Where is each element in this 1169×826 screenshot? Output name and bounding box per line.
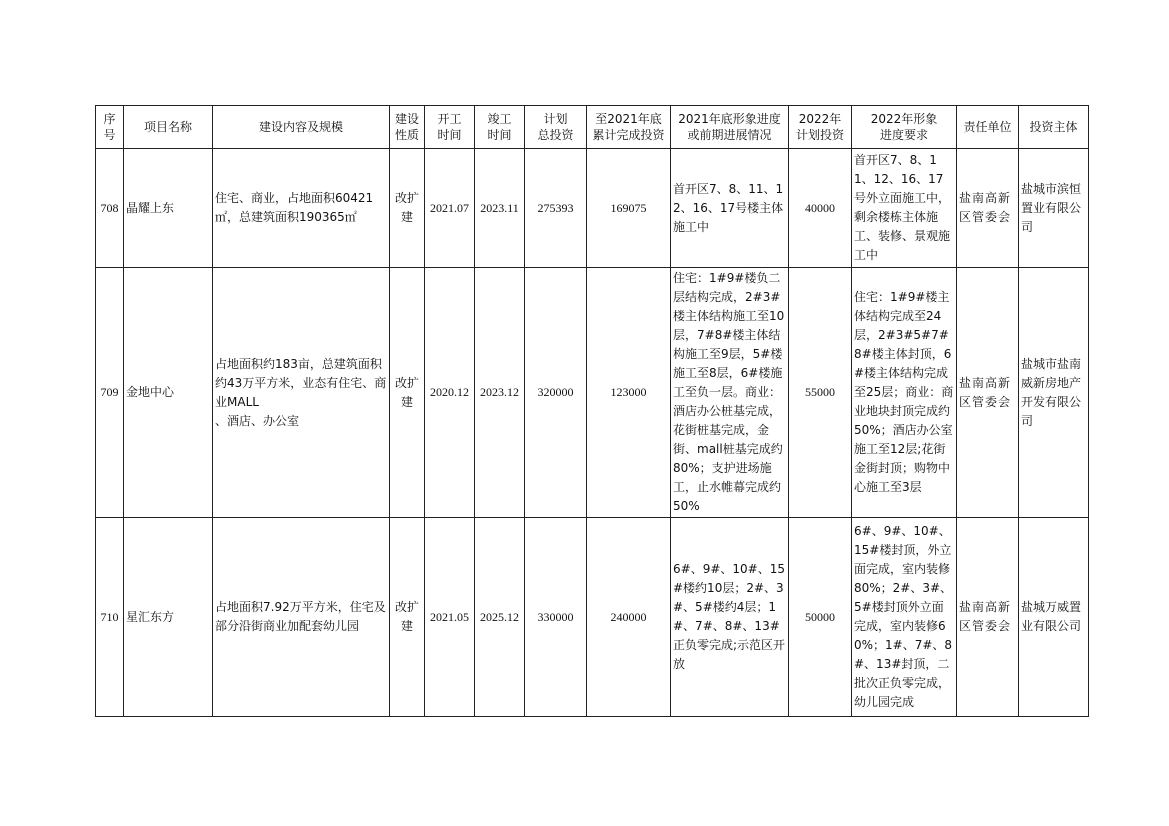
- cell-investor: 盐城万威置业有限公司: [1019, 518, 1089, 717]
- cell-name: 星汇东方: [124, 518, 213, 717]
- header-cumulative: 至2021年底 累计完成投资: [587, 106, 671, 149]
- header-unit: 责任单位: [957, 106, 1019, 149]
- header-total: 计划 总投资: [525, 106, 587, 149]
- header-requirement-2022: 2022年形象 进度要求: [852, 106, 957, 149]
- cell-investor: 盐城市滨恒置业有限公司: [1019, 149, 1089, 268]
- cell-unit: 盐南高新区管委会: [957, 268, 1019, 518]
- cell-progress-2021: 6#、9#、10#、15#楼约10层；2#、3#、5#楼约4层；1#、7#、8#、13#正负零完成;示范区开放: [671, 518, 789, 717]
- cell-seq: 710: [96, 518, 124, 717]
- cell-total: 330000: [525, 518, 587, 717]
- cell-content: 占地面积7.92万平方米，住宅及部分沿街商业加配套幼儿园: [213, 518, 390, 717]
- cell-plan-2022: 50000: [789, 518, 852, 717]
- cell-total: 320000: [525, 268, 587, 518]
- cell-content: 占地面积约183亩，总建筑面积约43万平方米，业态有住宅、商业MALL 、酒店、办公室: [213, 268, 390, 518]
- header-progress-2021: 2021年底形象进度 或前期进展情况: [671, 106, 789, 149]
- cell-name: 晶耀上东: [124, 149, 213, 268]
- cell-start: 2021.05: [425, 518, 475, 717]
- cell-cumulative: 240000: [587, 518, 671, 717]
- cell-nature: 改扩建: [390, 518, 425, 717]
- cell-start: 2021.07: [425, 149, 475, 268]
- cell-total: 275393: [525, 149, 587, 268]
- cell-seq: 709: [96, 268, 124, 518]
- cell-end: 2023.12: [475, 268, 525, 518]
- cell-investor: 盐城市盐南威新房地产开发有限公司: [1019, 268, 1089, 518]
- header-end: 竣工 时间: [475, 106, 525, 149]
- header-nature: 建设 性质: [390, 106, 425, 149]
- table-row: [96, 149, 1089, 268]
- table-row: [96, 518, 1089, 717]
- header-plan-2022: 2022年 计划投资: [789, 106, 852, 149]
- cell-plan-2022: 40000: [789, 149, 852, 268]
- project-table: [95, 105, 1089, 717]
- cell-requirement-2022: 首开区7、8、11、12、16、17号外立面施工中，剩余楼栋主体施工、装修、景观施工中: [852, 149, 957, 268]
- header-content: 建设内容及规模: [213, 106, 390, 149]
- cell-seq: 708: [96, 149, 124, 268]
- cell-start: 2020.12: [425, 268, 475, 518]
- cell-unit: 盐南高新区管委会: [957, 518, 1019, 717]
- cell-content: 住宅、商业，占地面积60421㎡，总建筑面积190365㎡: [213, 149, 390, 268]
- cell-progress-2021: 住宅：1#9#楼负二层结构完成，2#3#楼主体结构施工至10层，7#8#楼主体结构施工至9层，5#楼施工至8层，6#楼施工至负一层。商业：酒店办公桩基完成，花街桩基完成，金街、mall桩基完成约80%；支护进场施工，止水帷幕完成约50%: [671, 268, 789, 518]
- cell-cumulative: 123000: [587, 268, 671, 518]
- cell-end: 2025.12: [475, 518, 525, 717]
- cell-nature: 改扩建: [390, 149, 425, 268]
- header-name: 项目名称: [124, 106, 213, 149]
- table-row: [96, 268, 1089, 518]
- header-seq: 序 号: [96, 106, 124, 149]
- cell-cumulative: 169075: [587, 149, 671, 268]
- cell-progress-2021: 首开区7、8、11、12、16、17号楼主体施工中: [671, 149, 789, 268]
- cell-name: 金地中心: [124, 268, 213, 518]
- cell-unit: 盐南高新区管委会: [957, 149, 1019, 268]
- header-start: 开工 时间: [425, 106, 475, 149]
- header-investor: 投资主体: [1019, 106, 1089, 149]
- cell-end: 2023.11: [475, 149, 525, 268]
- cell-nature: 改扩建: [390, 268, 425, 518]
- table-header: [96, 106, 1089, 149]
- cell-plan-2022: 55000: [789, 268, 852, 518]
- cell-requirement-2022: 6#、9#、10#、15#楼封顶，外立面完成，室内装修80%；2#、3#、5#楼封顶外立面完成，室内装修60%；1#、7#、8#、13#封顶，二批次正负零完成，幼儿园完成: [852, 518, 957, 717]
- cell-requirement-2022: 住宅：1#9#楼主体结构完成至24层，2#3#5#7#8#楼主体封顶，6#楼主体结构完成至25层；商业：商业地块封顶完成约50%；酒店办公室施工至12层;花街金街封顶；购物中心施工至3层: [852, 268, 957, 518]
